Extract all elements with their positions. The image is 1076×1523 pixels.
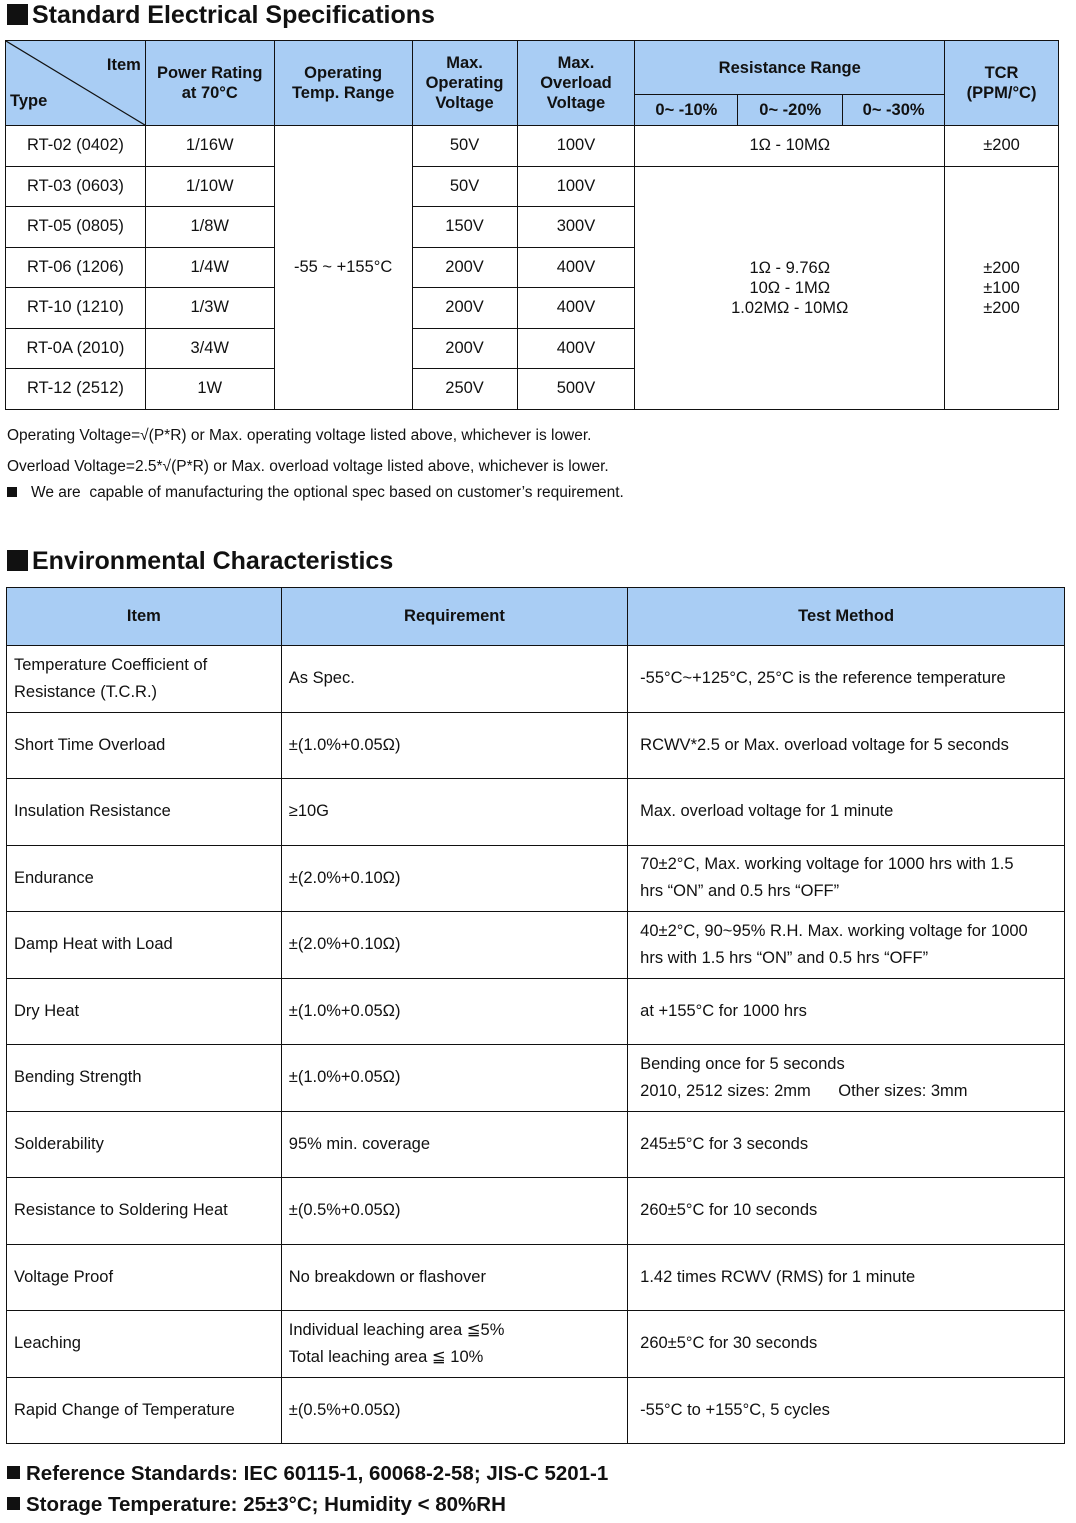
- test-method-cell: Max. overload voltage for 1 minute: [628, 779, 1065, 846]
- item-cell: Solderability: [7, 1111, 282, 1178]
- item-cell: Endurance: [7, 845, 282, 912]
- table-row: [7, 845, 1065, 912]
- header-temp-range: Operating Temp. Range: [274, 41, 412, 126]
- test-method-cell: 40±2°C, 90~95% R.H. Max. working voltage for 1000 hrs with 1.5 hrs “ON” and 0.5 hrs “OFF”: [628, 912, 1065, 979]
- op-voltage-cell: 200V: [412, 328, 517, 369]
- test-method-cell: 1.42 times RCWV (RMS) for 1 minute: [628, 1244, 1065, 1311]
- section-title-text: Environmental Characteristics: [32, 547, 394, 575]
- diagonal-divider-icon: [6, 41, 145, 125]
- over-voltage-cell: 300V: [517, 207, 635, 248]
- op-voltage-cell: 200V: [412, 247, 517, 288]
- test-method-cell: 245±5°C for 3 seconds: [628, 1111, 1065, 1178]
- tcr-cell: ±200 ±100 ±200: [945, 166, 1059, 409]
- header-power-rating: Power Rating at 70°C: [145, 41, 274, 126]
- header-max-overload-voltage: Max. Overload Voltage: [517, 41, 635, 126]
- requirement-cell: Individual leaching area ≦5% Total leaching area ≦ 10%: [281, 1311, 627, 1378]
- requirement-cell: No breakdown or flashover: [281, 1244, 627, 1311]
- over-voltage-cell: 400V: [517, 328, 635, 369]
- header-range-30: 0~ -30%: [843, 95, 945, 126]
- type-cell: RT-12 (2512): [6, 369, 146, 410]
- requirement-cell: ±(0.5%+0.05Ω): [281, 1178, 627, 1245]
- item-cell: Temperature Coefficient of Resistance (T.C.R.): [7, 646, 282, 713]
- square-root-icon: √: [140, 427, 149, 444]
- requirement-cell: ±(0.5%+0.05Ω): [281, 1377, 627, 1444]
- header-range-20: 0~ -20%: [738, 95, 843, 126]
- type-cell: RT-03 (0603): [6, 166, 146, 207]
- test-method-cell: RCWV*2.5 or Max. overload voltage for 5 seconds: [628, 712, 1065, 779]
- requirement-cell: ±(2.0%+0.10Ω): [281, 845, 627, 912]
- header-corner-cell: [6, 41, 146, 126]
- reference-standards: Reference Standards: IEC 60115-1, 60068-2-58; JIS-C 5201-1: [7, 1461, 608, 1487]
- requirement-cell: ±(1.0%+0.05Ω): [281, 712, 627, 779]
- type-cell: RT-05 (0805): [6, 207, 146, 248]
- requirement-cell: As Spec.: [281, 646, 627, 713]
- header-tcr: TCR (PPM/°C): [945, 41, 1059, 126]
- operating-voltage-note: Operating Voltage=√(P*R) or Max. operating voltage listed above, whichever is lower.: [7, 427, 592, 444]
- op-voltage-cell: 150V: [412, 207, 517, 248]
- item-cell: Damp Heat with Load: [7, 912, 282, 979]
- item-cell: Dry Heat: [7, 978, 282, 1045]
- power-cell: 1W: [145, 369, 274, 410]
- section-title-environmental: [7, 546, 393, 576]
- table-row: [7, 1111, 1065, 1178]
- header-range-10: 0~ -10%: [635, 95, 738, 126]
- table-row: [7, 779, 1065, 846]
- power-cell: 1/3W: [145, 288, 274, 329]
- power-cell: 1/8W: [145, 207, 274, 248]
- test-method-cell: 260±5°C for 10 seconds: [628, 1178, 1065, 1245]
- op-voltage-cell: 250V: [412, 369, 517, 410]
- resistance-range-cell: 1Ω - 10MΩ: [635, 126, 945, 167]
- header-max-operating-voltage: Max. Operating Voltage: [412, 41, 517, 126]
- square-bullet-icon: [7, 550, 28, 571]
- table-row: [6, 166, 1059, 207]
- table-row: [6, 126, 1059, 167]
- electrical-spec-table: [5, 40, 1059, 410]
- overload-voltage-note: Overload Voltage=2.5*√(P*R) or Max. overload voltage listed above, whichever is lower.: [7, 458, 609, 475]
- header-item: Item: [7, 588, 282, 646]
- header-resistance-range: Resistance Range: [635, 41, 945, 95]
- table-row: [7, 1178, 1065, 1245]
- power-cell: 1/10W: [145, 166, 274, 207]
- environmental-table: [6, 587, 1065, 1444]
- requirement-cell: 95% min. coverage: [281, 1111, 627, 1178]
- over-voltage-cell: 400V: [517, 247, 635, 288]
- item-cell: Short Time Overload: [7, 712, 282, 779]
- item-cell: Insulation Resistance: [7, 779, 282, 846]
- item-cell: Bending Strength: [7, 1045, 282, 1112]
- resistance-range-cell: 1Ω - 9.76Ω 10Ω - 1MΩ 1.02MΩ - 10MΩ: [635, 166, 945, 409]
- storage-conditions: Storage Temperature: 25±3°C; Humidity < 80%RH: [7, 1492, 506, 1518]
- table-row: [7, 1377, 1065, 1444]
- op-voltage-cell: 50V: [412, 166, 517, 207]
- test-method-cell: 70±2°C, Max. working voltage for 1000 hrs with 1.5 hrs “ON” and 0.5 hrs “OFF”: [628, 845, 1065, 912]
- requirement-cell: ≥10G: [281, 779, 627, 846]
- table-row: [7, 978, 1065, 1045]
- corner-type-label: Type: [10, 92, 48, 110]
- table-row: [7, 712, 1065, 779]
- table-row: [7, 646, 1065, 713]
- square-bullet-icon: [7, 1497, 20, 1510]
- over-voltage-cell: 400V: [517, 288, 635, 329]
- item-cell: Resistance to Soldering Heat: [7, 1178, 282, 1245]
- item-cell: Leaching: [7, 1311, 282, 1378]
- square-root-icon: √: [162, 458, 172, 475]
- test-method-cell: -55°C~+125°C, 25°C is the reference temperature: [628, 646, 1065, 713]
- test-method-cell: Bending once for 5 seconds 2010, 2512 sizes: 2mm Other sizes: 3mm: [628, 1045, 1065, 1112]
- test-method-cell: -55°C to +155°C, 5 cycles: [628, 1377, 1065, 1444]
- temp-range-cell: -55 ~ +155°C: [274, 126, 412, 410]
- requirement-cell: ±(1.0%+0.05Ω): [281, 978, 627, 1045]
- op-voltage-cell: 50V: [412, 126, 517, 167]
- type-cell: RT-02 (0402): [6, 126, 146, 167]
- power-cell: 1/16W: [145, 126, 274, 167]
- table-row: [7, 912, 1065, 979]
- test-method-cell: at +155°C for 1000 hrs: [628, 978, 1065, 1045]
- op-voltage-cell: 200V: [412, 288, 517, 329]
- type-cell: RT-10 (1210): [6, 288, 146, 329]
- section-title-text: Standard Electrical Specifications: [32, 1, 435, 29]
- table-row: [7, 1244, 1065, 1311]
- table-row: [7, 1045, 1065, 1112]
- power-cell: 1/4W: [145, 247, 274, 288]
- type-cell: RT-06 (1206): [6, 247, 146, 288]
- header-requirement: Requirement: [281, 588, 627, 646]
- square-bullet-icon: [7, 487, 17, 497]
- over-voltage-cell: 100V: [517, 166, 635, 207]
- requirement-cell: ±(2.0%+0.10Ω): [281, 912, 627, 979]
- item-cell: Voltage Proof: [7, 1244, 282, 1311]
- type-cell: RT-0A (2010): [6, 328, 146, 369]
- square-bullet-icon: [7, 1466, 20, 1479]
- item-cell: Rapid Change of Temperature: [7, 1377, 282, 1444]
- table-row: [7, 1311, 1065, 1378]
- over-voltage-cell: 100V: [517, 126, 635, 167]
- requirement-cell: ±(1.0%+0.05Ω): [281, 1045, 627, 1112]
- square-bullet-icon: [7, 4, 28, 25]
- power-cell: 3/4W: [145, 328, 274, 369]
- capability-note: We are capable of manufacturing the optional spec based on customer’s requirement.: [7, 483, 624, 503]
- tcr-cell: ±200: [945, 126, 1059, 167]
- section-title-electrical: [7, 0, 435, 30]
- over-voltage-cell: 500V: [517, 369, 635, 410]
- test-method-cell: 260±5°C for 30 seconds: [628, 1311, 1065, 1378]
- corner-item-label: Item: [106, 56, 141, 74]
- header-test-method: Test Method: [628, 588, 1065, 646]
